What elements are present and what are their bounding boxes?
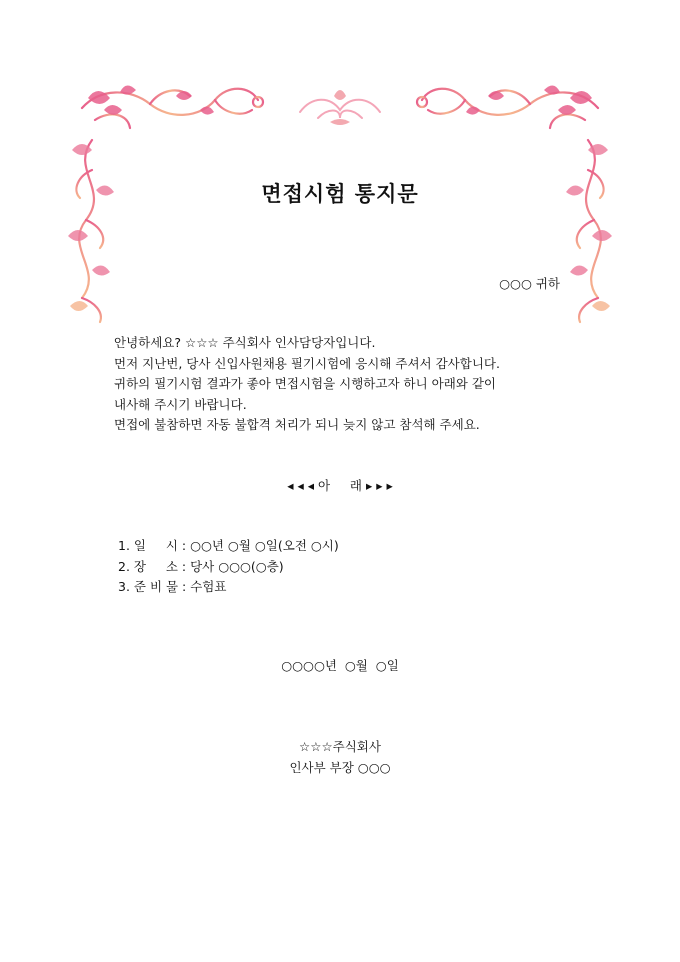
body-line: 면접에 불참하면 자동 불합격 처리가 되니 늦지 않고 참석해 주세요. [114,417,480,432]
company-name: ☆☆☆주식회사 [299,739,381,754]
floral-border-ornament [0,0,680,340]
recipient-line: ○○○ 귀하 [499,276,560,291]
detail-item-datetime: 1. 일 시 : ○○년 ○월 ○일(오전 ○시) [118,538,339,553]
body-line: 귀하의 필기시험 결과가 좋아 면접시험을 시행하고자 하니 아래와 같이 [114,376,496,391]
body-paragraph [114,333,554,436]
issue-date: ○○○○년 ○월 ○일 [281,658,399,673]
signature-block [0,736,680,778]
signer-name: 인사부 부장 ○○○ [289,760,391,775]
body-line: 먼저 지난번, 당사 신입사원채용 필기시험에 응시해 주셔서 감사합니다. [114,355,500,371]
body-line: 안녕하세요? ☆☆☆ 주식회사 인사담당자입니다. [114,335,376,350]
document-title: 면접시험 통지문 [261,181,419,206]
detail-item-materials: 3. 준 비 물 : 수험표 [118,579,227,594]
detail-item-location: 2. 장 소 : 당사 ○○○(○층) [118,558,284,574]
below-heading: ◂ ◂ ◂ 아 래 ▸ ▸ ▸ [287,478,393,493]
details-list [118,536,339,598]
body-line: 내사해 주시기 바랍니다. [114,396,247,412]
